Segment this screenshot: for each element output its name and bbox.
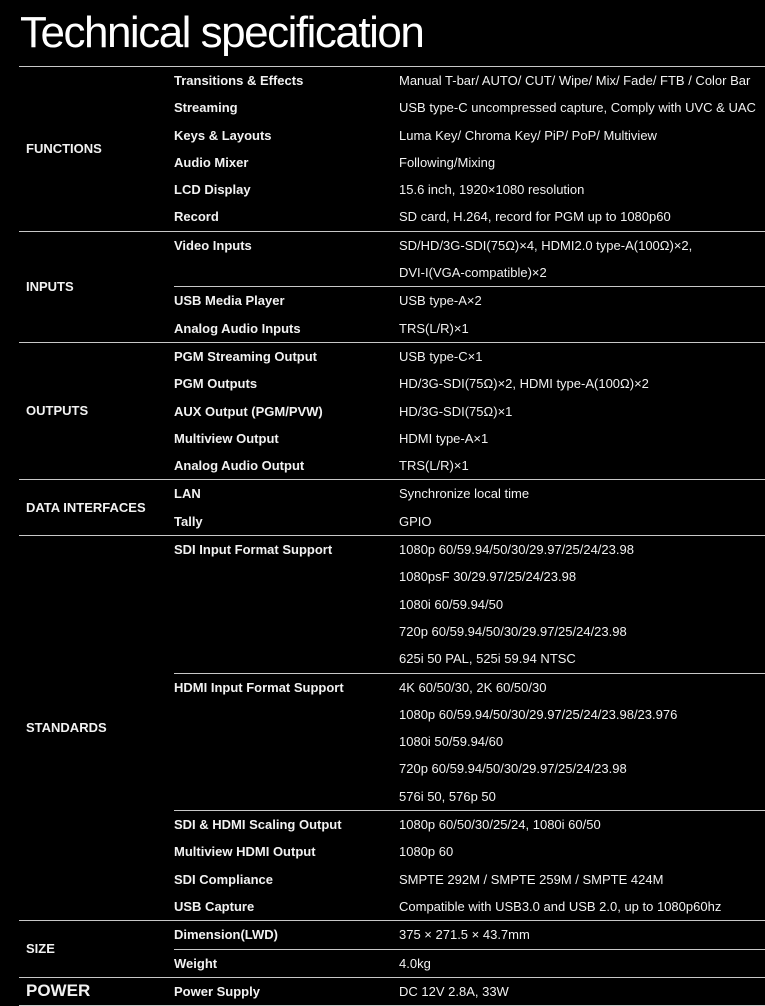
spec-item: PGM Streaming Output <box>174 342 399 370</box>
spec-value: SMPTE 292M / SMPTE 259M / SMPTE 424M <box>399 871 664 887</box>
category-outputs: OUTPUTS <box>19 342 174 479</box>
spec-item: Analog Audio Output <box>174 458 305 474</box>
spec-value: TRS(L/R)×1 <box>399 458 469 474</box>
spec-item: HDMI Input Format Support <box>174 673 399 810</box>
category-inputs: INPUTS <box>19 231 174 342</box>
spec-item: Analog Audio Inputs <box>174 320 301 336</box>
spec-item: Record <box>174 209 219 225</box>
spec-item: Multiview HDMI Output <box>174 844 316 860</box>
spec-item: SDI Compliance <box>174 871 273 887</box>
category-size: SIZE <box>19 921 174 978</box>
category-functions: FUNCTIONS <box>19 67 174 232</box>
spec-item: USB Capture <box>174 898 255 914</box>
spec-value: TRS(L/R)×1 <box>399 320 469 336</box>
spec-item: Dimension(LWD) <box>174 921 399 949</box>
spec-item: Power Supply <box>174 977 399 1005</box>
spec-item: Audio Mixer <box>174 154 249 170</box>
spec-value: 720p 60/59.94/50/30/29.97/25/24/23.98 <box>399 761 627 777</box>
spec-value: 15.6 inch, 1920×1080 resolution <box>399 182 585 198</box>
spec-item-empty <box>174 259 399 287</box>
spec-value: GPIO <box>399 513 432 529</box>
spec-value: 1080p 60/59.94/50/30/29.97/25/24/23.98/23.976 <box>399 706 678 722</box>
spec-item: Tally <box>174 513 203 529</box>
spec-table <box>19 66 765 1006</box>
spec-value: Compatible with USB3.0 and USB 2.0, up to 1080p60hz <box>399 898 722 914</box>
spec-value: HDMI type-A×1 <box>399 430 489 446</box>
table-row <box>19 480 765 508</box>
spec-value: Manual T-bar/ AUTO/ CUT/ Wipe/ Mix/ Fade/ FTB / Color Bar <box>399 67 765 95</box>
spec-item: LAN <box>174 480 399 508</box>
spec-value: 1080p 60 <box>399 844 454 860</box>
category-power: POWER <box>19 977 174 1005</box>
spec-value: 1080i 50/59.94/60 <box>399 734 504 750</box>
spec-value: HD/3G-SDI(75Ω)×1 <box>399 403 513 419</box>
spec-value: 1080p 60/50/30/25/24, 1080i 60/50 <box>399 811 765 839</box>
category-standards: STANDARDS <box>19 536 174 921</box>
spec-value: USB type-C uncompressed capture, Comply with UVC & UAC <box>399 100 756 116</box>
spec-item: Multiview Output <box>174 430 279 446</box>
spec-value: SD card, H.264, record for PGM up to 1080p60 <box>399 209 671 225</box>
spec-value: 1080psF 30/29.97/25/24/23.98 <box>399 569 577 585</box>
spec-item: Streaming <box>174 100 238 116</box>
spec-value: USB type-C×1 <box>399 342 765 370</box>
spec-value: USB type-A×2 <box>399 287 765 315</box>
spec-item: LCD Display <box>174 182 251 198</box>
spec-item: SDI & HDMI Scaling Output <box>174 811 399 839</box>
spec-item: USB Media Player <box>174 287 399 315</box>
page-title: Technical specification <box>20 8 424 57</box>
spec-value: DC 12V 2.8A, 33W <box>399 977 765 1005</box>
spec-value: Synchronize local time <box>399 480 765 508</box>
spec-value: 1080p 60/59.94/50/30/29.97/25/24/23.98 <box>399 536 765 564</box>
spec-item: Weight <box>174 949 399 977</box>
table-row <box>19 536 765 564</box>
spec-item: Keys & Layouts <box>174 127 272 143</box>
table-row <box>19 342 765 370</box>
spec-item: Video Inputs <box>174 231 399 259</box>
spec-value: 4K 60/50/30, 2K 60/50/30 <box>399 673 765 701</box>
spec-value: 4.0kg <box>399 949 765 977</box>
spec-item: AUX Output (PGM/PVW) <box>174 403 323 419</box>
spec-value: 1080i 60/59.94/50 <box>399 596 504 612</box>
spec-value: HD/3G-SDI(75Ω)×2, HDMI type-A(100Ω)×2 <box>399 376 649 392</box>
spec-item: PGM Outputs <box>174 376 258 392</box>
spec-value: Following/Mixing <box>399 154 496 170</box>
table-row <box>19 921 765 949</box>
spec-value: 375 × 271.5 × 43.7mm <box>399 921 765 949</box>
table-row <box>19 977 765 1005</box>
category-data-interfaces: DATA INTERFACES <box>19 480 174 536</box>
spec-value: 576i 50, 576p 50 <box>399 788 496 804</box>
spec-value: 720p 60/59.94/50/30/29.97/25/24/23.98 <box>399 623 627 639</box>
spec-value: DVI-I(VGA-compatible)×2 <box>399 265 547 281</box>
table-row <box>19 231 765 259</box>
spec-item: SDI Input Format Support <box>174 536 399 673</box>
spec-value: Luma Key/ Chroma Key/ PiP/ PoP/ Multiview <box>399 127 657 143</box>
spec-value: SD/HD/3G-SDI(75Ω)×4, HDMI2.0 type-A(100Ω)×2, <box>399 231 765 259</box>
table-row <box>19 67 765 95</box>
spec-item: Transitions & Effects <box>174 67 399 95</box>
spec-value: 625i 50 PAL, 525i 59.94 NTSC <box>399 651 576 667</box>
